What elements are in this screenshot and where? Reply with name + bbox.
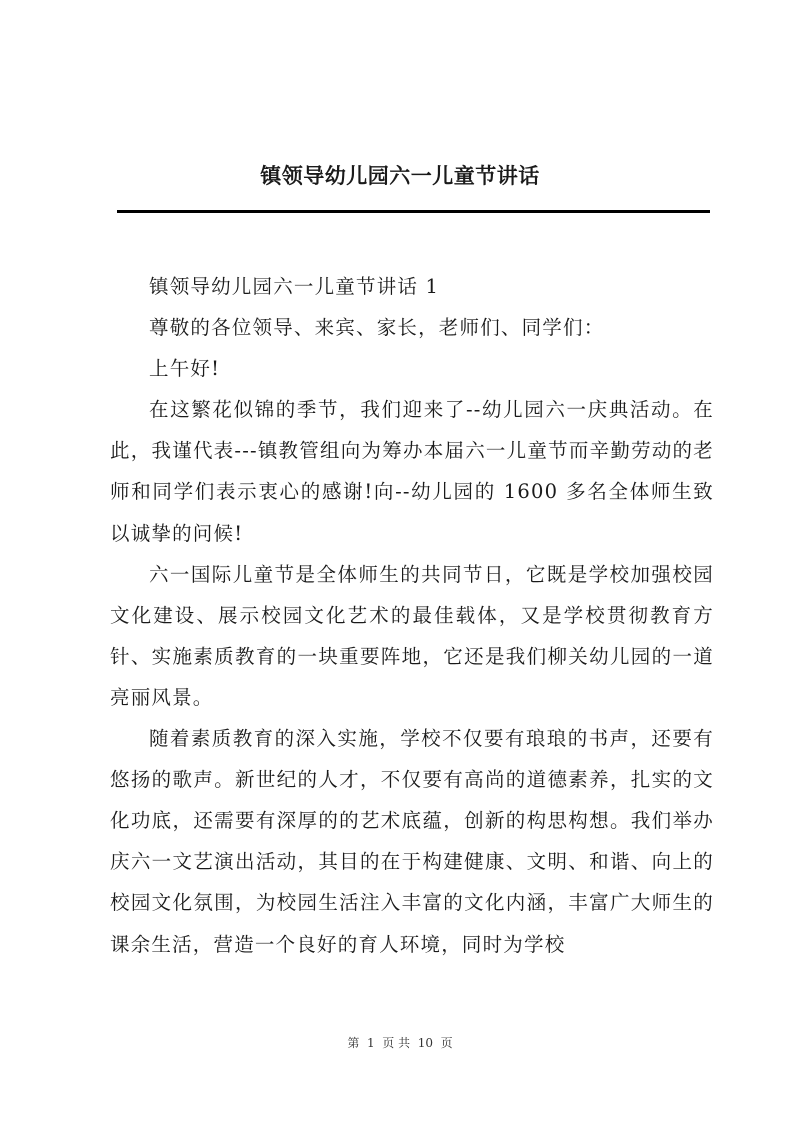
paragraph: 六一国际儿童节是全体师生的共同节日，它既是学校加强校园文化建设、展示校园文化艺术的最佳载体，又是学校贯彻教育方针、实施素质教育的一块重要阵地，它还是我们柳关幼儿园的一道亮丽风景。 xyxy=(110,562,714,709)
paragraph-salutation: 尊敬的各位领导、来宾、家长，老师们、同学们： xyxy=(149,316,605,340)
paragraph: 随着素质教育的深入实施，学校不仅要有琅琅的书声，还要有悠扬的歌声。新世纪的人才，不仅要有高尚的道德素养，扎实的文化功底，还需要有深厚的的艺术底蕴，创新的构思构想。我们举办庆六一文艺演出活动，其目的在于构建健康、文明、和谐、向上的校园文化氛围，为校园生活注入丰富的文化内涵，丰富广大师生的课余生活，营造一个良好的育人环境，同时为学校 xyxy=(110,727,714,956)
paragraph-heading: 镇领导幼儿园六一儿童节讲话 1 xyxy=(149,275,440,298)
page-number-footer: 第 1 页 共 10 页 xyxy=(347,1036,453,1050)
document-body xyxy=(110,266,714,965)
document-title: 镇领导幼儿园六一儿童节讲话 xyxy=(260,164,540,188)
paragraph-greeting: 上午好! xyxy=(149,357,221,381)
paragraph: 在这繁花似锦的季节，我们迎来了--幼儿园六一庆典活动。在此，我谨代表---镇教管组向为筹办本届六一儿童节而辛勤劳动的老师和同学们表示衷心的感谢!向--幼儿园的 1600 多名全体师生致以诚挚的问候! xyxy=(110,398,714,545)
title-underline xyxy=(117,210,710,213)
